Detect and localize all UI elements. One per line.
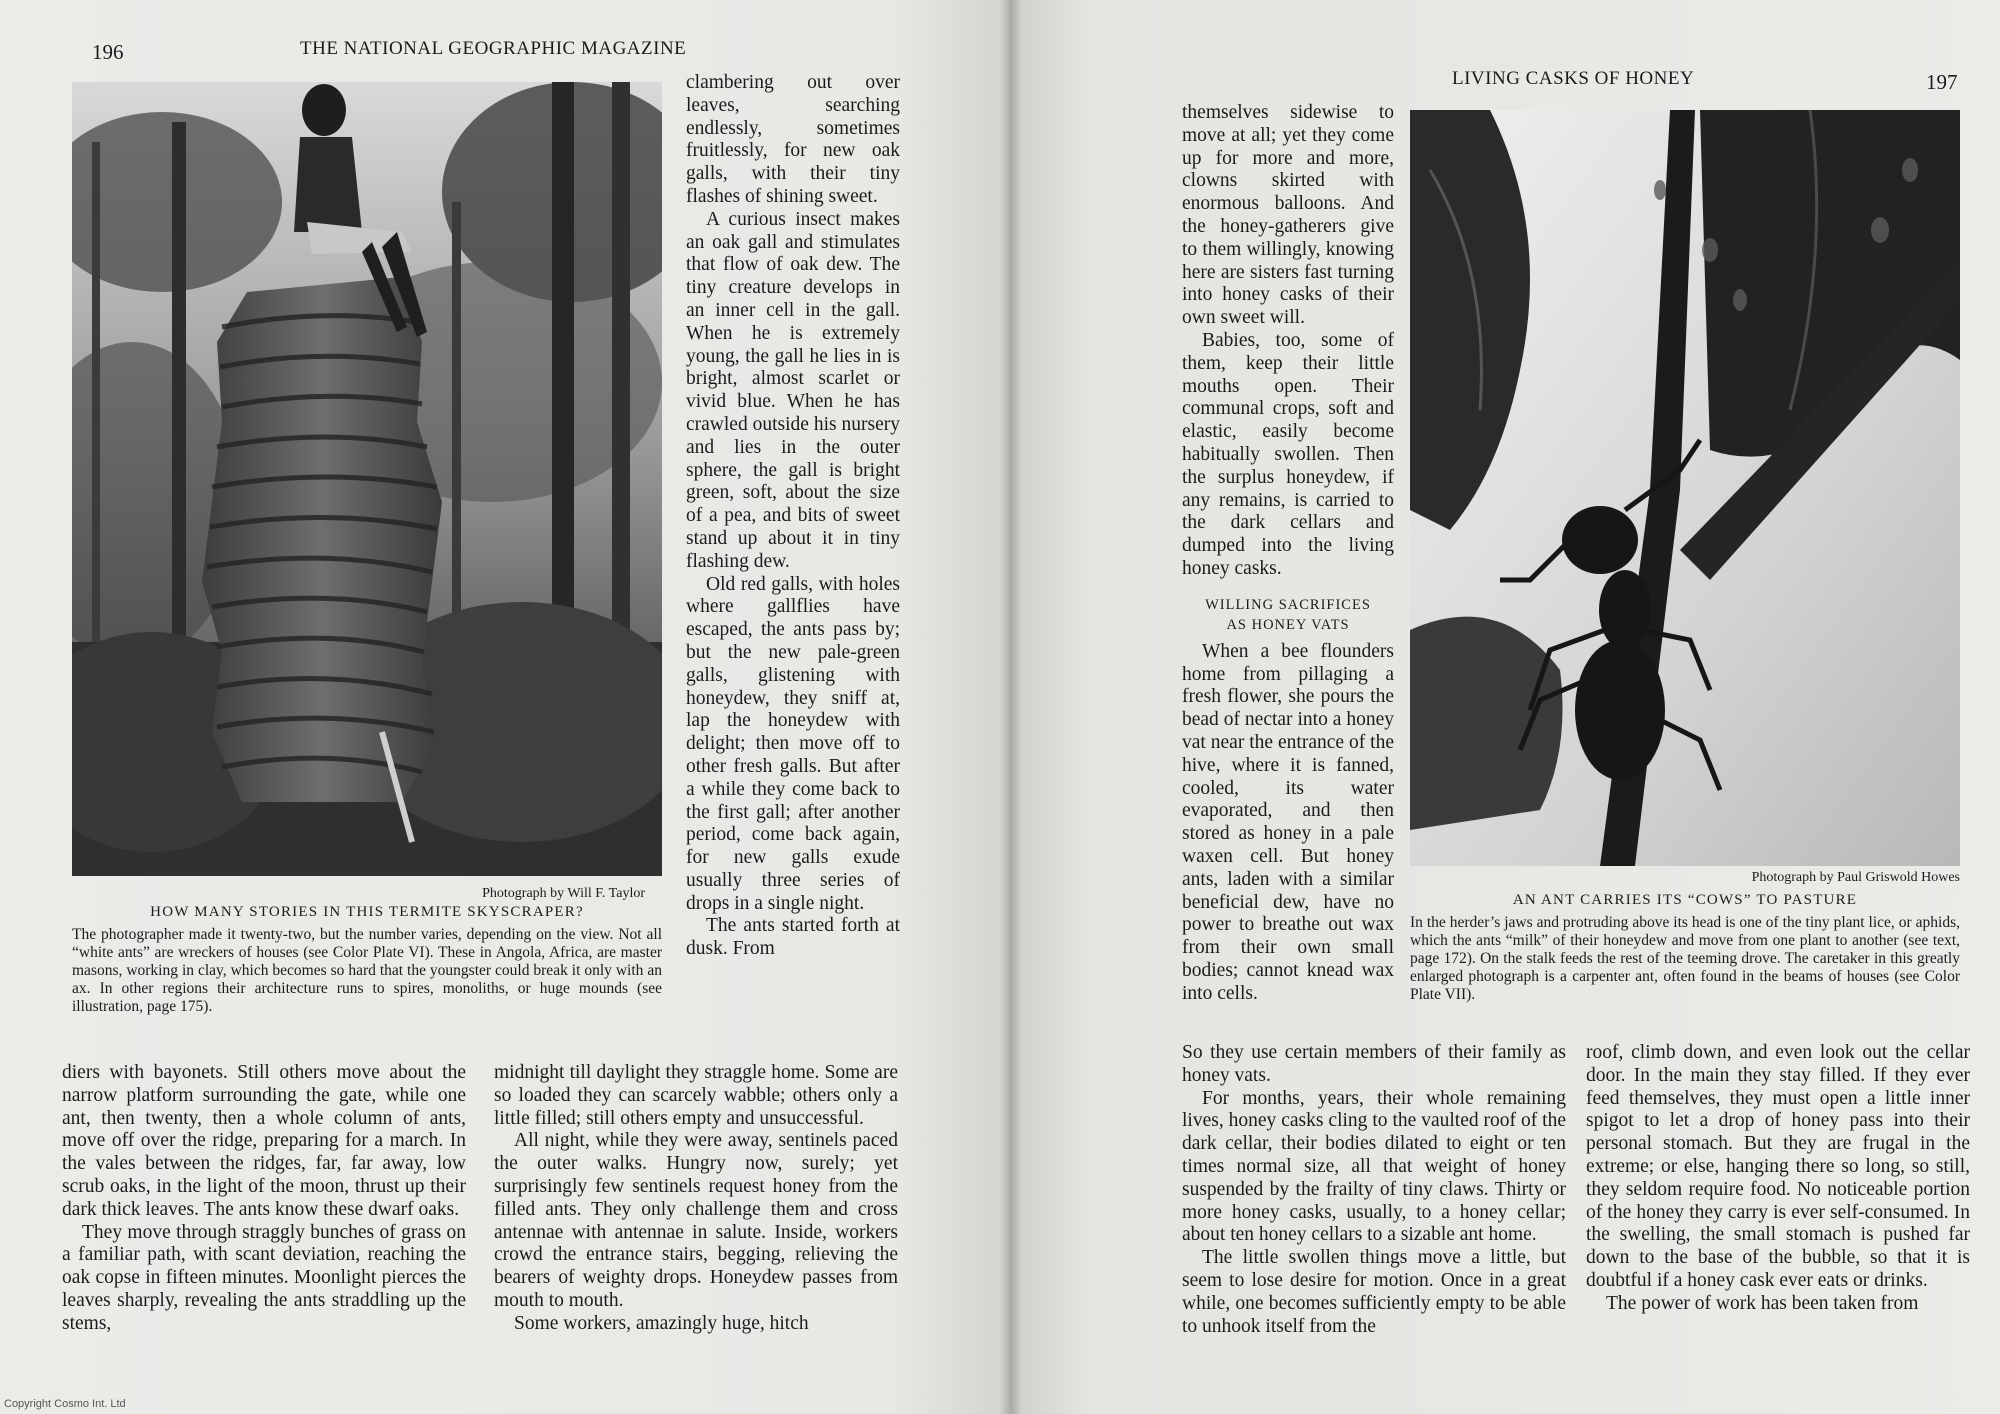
paragraph: They move through straggly bunches of grass on a familiar path, with scant deviation, reaching the oak copse in fifteen minutes. Moonlight pierces the leaves sharply, revealing the ants straddling up the stems, [62, 1221, 466, 1334]
paragraph: The ants started forth at dusk. From [686, 915, 900, 960]
paragraph: For months, years, their whole remaining lives, honey casks cling to the vaulted roof of the dark cellar, their bodies dilated to eight or ten times normal size, all that weight of honey suspended by the frailty of tiny claws. Thirty or more honey casks, usually, to a honey cellar; about ten honey cellars to a sizable ant home. [1182, 1087, 1566, 1246]
section-subhead [1182, 595, 1394, 635]
right-bottom-column-1 [1182, 1042, 1566, 1338]
caption-body-right: In the herder’s jaws and protruding above its head is one of the tiny plant lice, or aphids, which the ants “milk” of their honeydew and move from one plant to another (see text, page 172). On the stalk feeds the rest of the teeming drove. The caretaker in this greatly enlarged photograph is a carpenter ant, often found in the beams of houses (see Color Plate VII). [1410, 914, 1960, 1003]
running-head-right: LIVING CASKS OF HONEY [1452, 68, 1695, 89]
paragraph: midnight till daylight they straggle home. Some are so loaded they can scarcely wabble; others only a little filled; still others empty and unsuccessful. [494, 1062, 898, 1129]
caption-title-left: HOW MANY STORIES IN THIS TERMITE SKYSCRAPER? [150, 904, 584, 920]
paragraph: So they use certain members of their family as honey vats. [1182, 1042, 1566, 1086]
carpenter-ant-image [1410, 110, 1960, 866]
page-number-right: 197 [1926, 70, 1958, 94]
left-narrow-column [686, 72, 900, 961]
paragraph: Old red galls, with holes where gallflies have escaped, the ants pass by; but the new pale-green galls, glistening with honeydew, they sniff at, lap the honeydew with delight; then move off to other fresh galls. But after a while they come back to the first gall; after another period, come back again, for new galls exude usually three series of drops in a single night. [686, 573, 900, 914]
right-narrow-column [1182, 102, 1394, 1005]
paragraph: roof, climb down, and even look out the cellar door. In the main they stay filled. If they ever feed themselves, they must open a little inner spigot to let a drop of honey pass into their personal stomach. But they are frugal in the extreme; or else, hanging there so long, so still, they seldom require food. No noticeable portion of the honey they carry is ever self-consumed. In the swelling, the small stomach is pushed far down to the base of the bubble, so that it is doubtful if a honey cask ever eats or drinks. [1586, 1042, 1970, 1291]
paragraph: themselves sidewise to move at all; yet they come up for more and more, clowns skirted with enormous balloons. And the honey-gatherers give to them willingly, knowing here are sisters fast turning into honey casks of their own sweet will. [1182, 102, 1394, 329]
paragraph: Some workers, amazingly huge, hitch [514, 1312, 809, 1334]
paragraph: The power of work has been taken from [1606, 1292, 1919, 1314]
book-gutter [1000, 0, 1022, 1414]
caption-body-left: The photographer made it twenty-two, but the number varies, depending on the view. Not all “white ants” are wreckers of houses (see Color Plate VI). These in Angola, Africa, are master masons, working in clay, which becomes so hard that the youngster could break it only with an ax. In other regions their architecture runs to spires, monoliths, or huge mounds (see illustration, page 175). [72, 926, 662, 1015]
paragraph: A curious insect makes an oak gall and stimulates that flow of oak dew. The tiny creature develops in an inner cell in the gall. When he is extremely young, the gall he lies in is bright, almost scarlet or vivid blue. When he has crawled outside his nursery and lies in the outer sphere, the gall is bright green, soft, about the size of a pea, and bits of sweet stand up about it in tiny flashing dew. [686, 208, 900, 572]
right-page [1010, 0, 2000, 1414]
paragraph: The little swollen things move a little, but seem to lose desire for motion. Once in a great while, one becomes sufficiently empty to be able to unhook itself from the [1182, 1247, 1566, 1337]
paragraph: Babies, too, some of them, keep their little mouths open. Their communal crops, soft and elastic, easily become habitually swollen. Then the surplus honeydew, if any remains, is carried to the dark cellars and dumped into the living honey casks. [1182, 329, 1394, 579]
copyright-watermark: Copyright Cosmo Int. Ltd [4, 1398, 126, 1410]
left-bottom-column-2 [494, 1062, 898, 1336]
page-number-left: 196 [92, 40, 124, 64]
photo-credit-right: Photograph by Paul Griswold Howes [1751, 870, 1960, 885]
carpenter-ant-photo [1410, 110, 1960, 866]
caption-title-right: AN ANT CARRIES ITS “COWS” TO PASTURE [1512, 892, 1858, 908]
paragraph: clambering out over leaves, searching endlessly, sometimes fruitlessly, for new oak galls, with their tiny flashes of shining sweet. [686, 72, 900, 207]
paragraph: diers with bayonets. Still others move about the narrow platform surrounding the gate, while one ant, then twenty, then a whole column of ants, move off over the ridge, preparing for a march. In the vales between the ridges, far, far away, low scrub oaks, in the light of the moon, thrust up their dark thick leaves. The ants know these dwarf oaks. [62, 1062, 466, 1220]
running-head-left: THE NATIONAL GEOGRAPHIC MAGAZINE [300, 38, 687, 59]
termite-mound-image [72, 82, 662, 876]
paragraph: When a bee flounders home from pillaging a fresh flower, she pours the bead of nectar into a honey vat near the entrance of the hive, where it is fanned, cooled, its water evaporated, and then stored as honey in a pale waxen cell. But honey ants, laden with a similar beneficial dew, have no power to breathe out wax from their own small bodies; cannot knead wax into cells. [1182, 640, 1394, 1004]
photo-credit-left: Photograph by Will F. Taylor [482, 886, 645, 901]
termite-mound-photo [72, 82, 662, 876]
paragraph: All night, while they were away, sentinels paced the outer walks. Hungry now, surely; yet surprisingly few sentinels request honey from the filled ants. They only challenge them and cross antennae with antennae in salute. Inside, workers crowd the entrance stairs, begging, relieving the bearers of weighty drops. Honeydew passes from mouth to mouth. [494, 1130, 898, 1311]
left-bottom-column-1 [62, 1062, 466, 1336]
right-bottom-column-2 [1586, 1042, 1970, 1316]
subhead-line-1: WILLING SACRIFICES [1205, 596, 1371, 613]
subhead-line-2: AS HONEY VATS [1226, 616, 1350, 633]
